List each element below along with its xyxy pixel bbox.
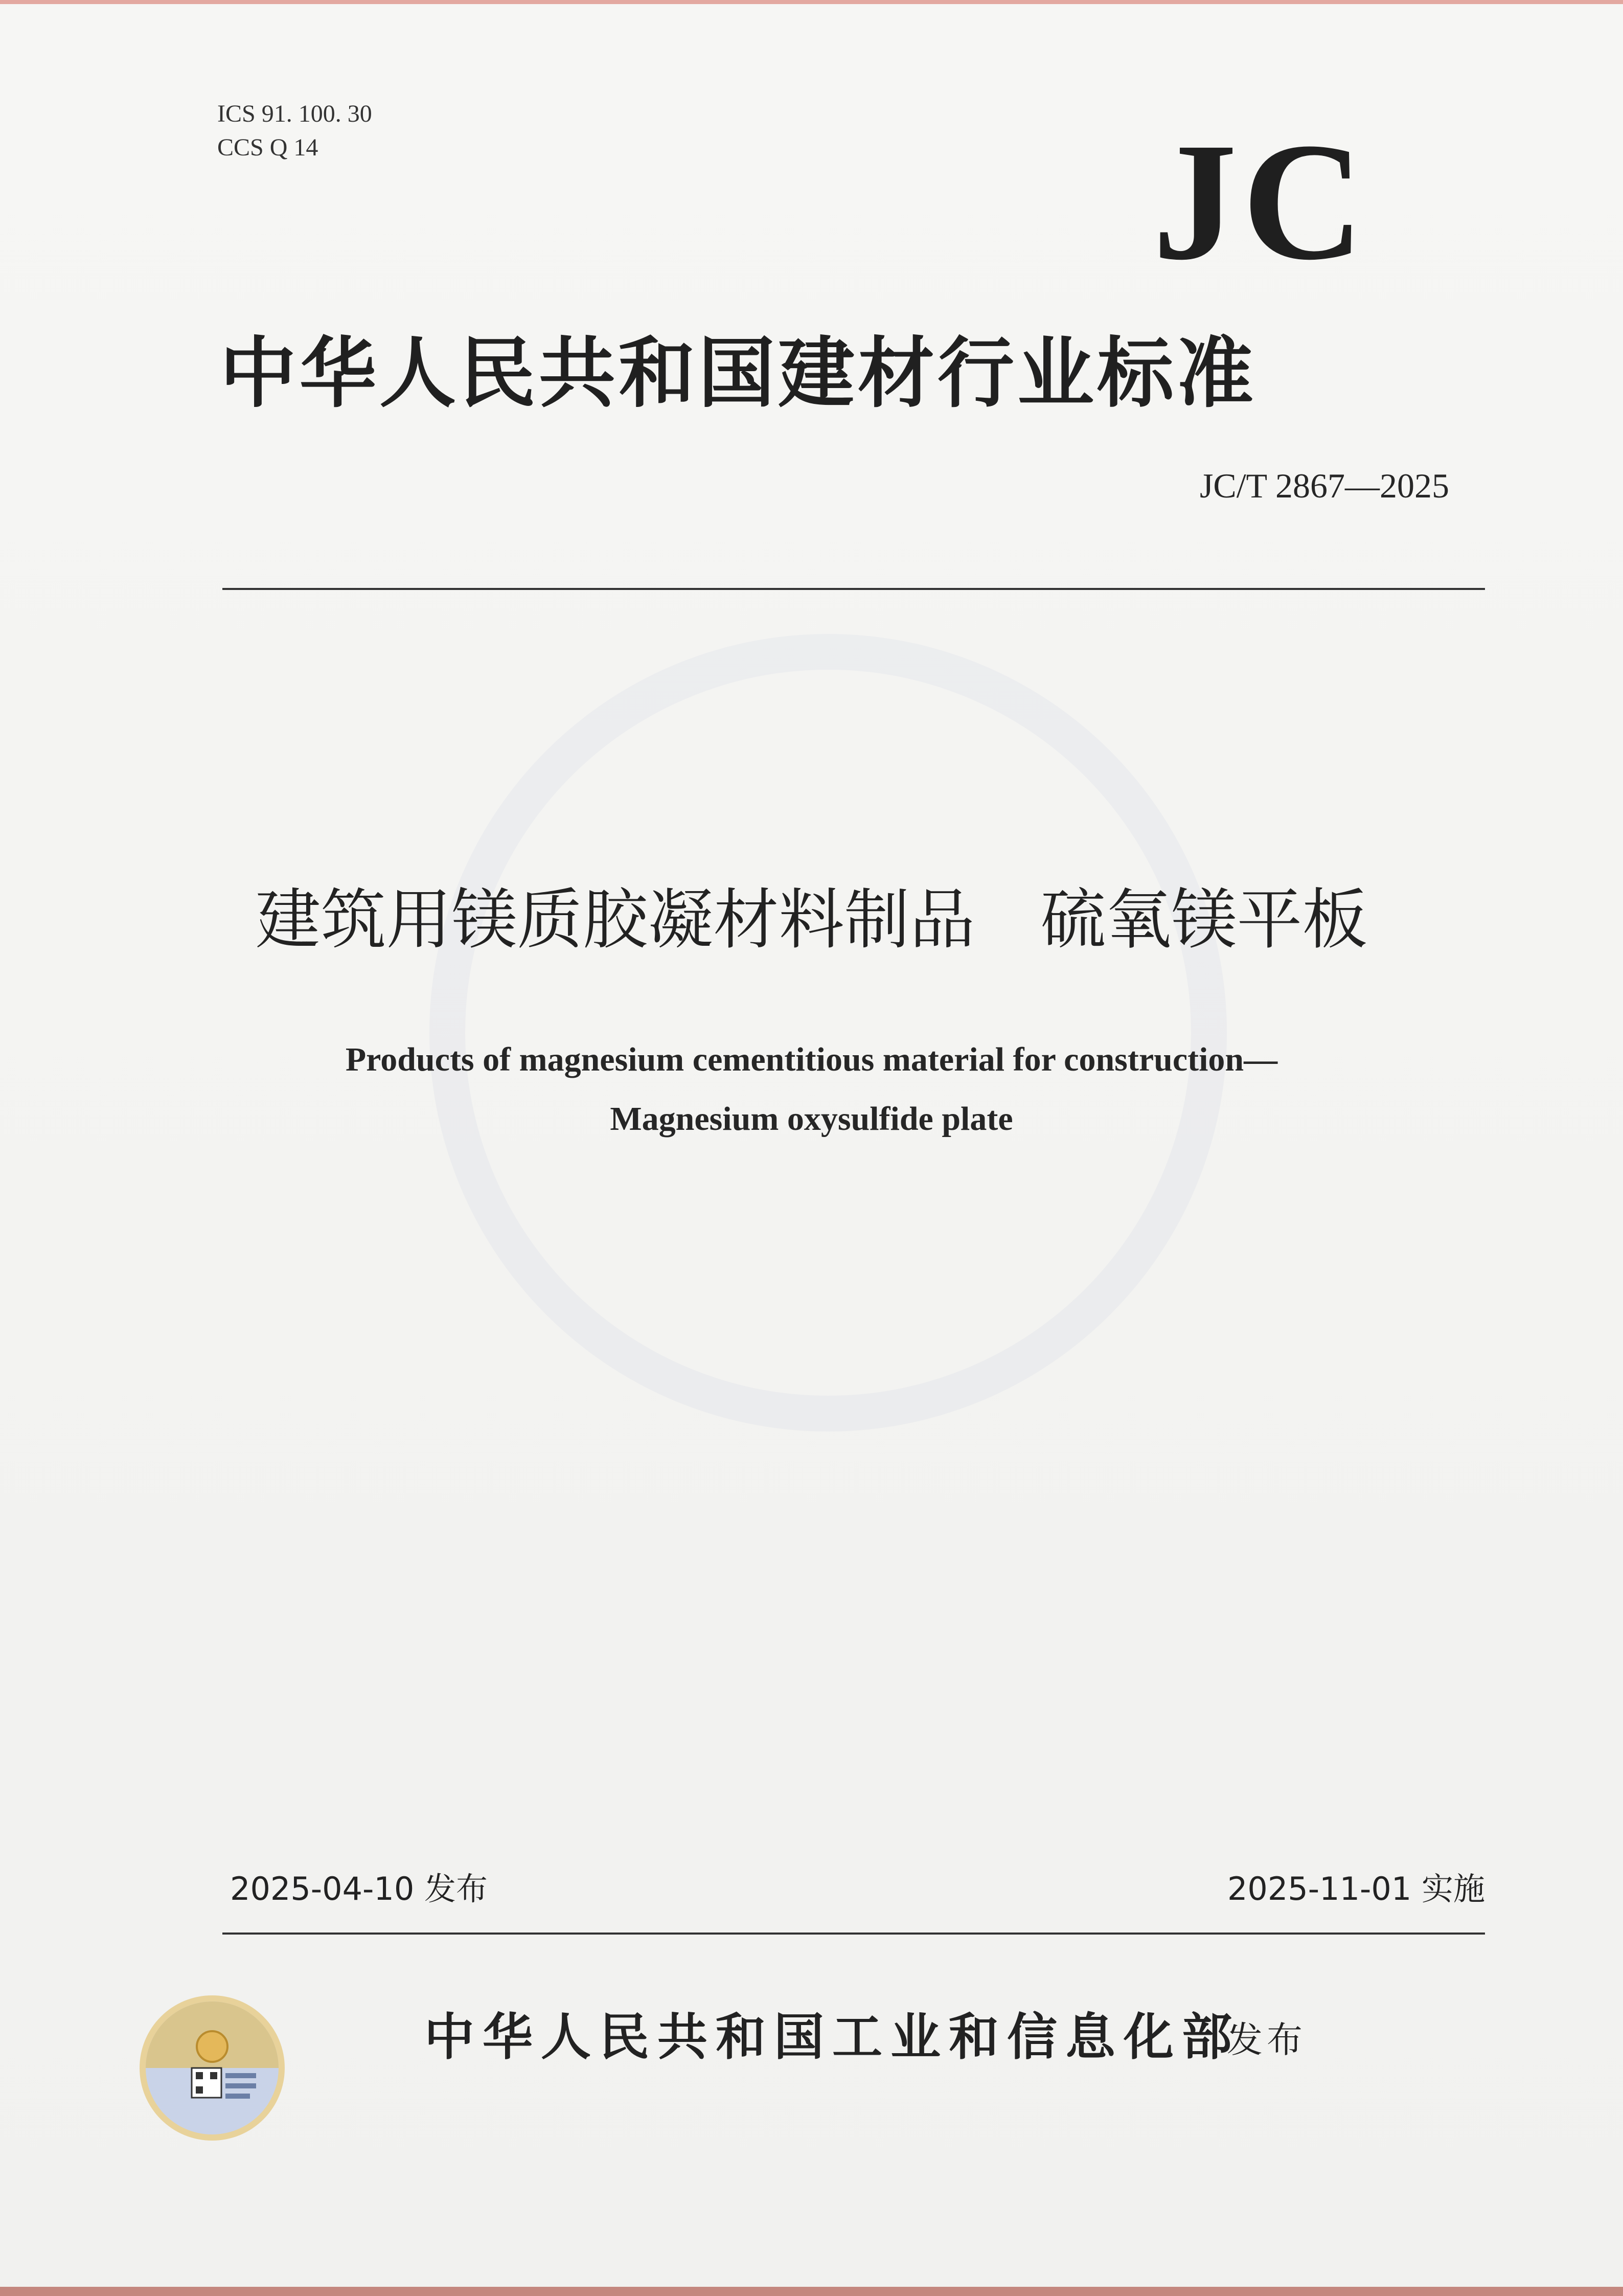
sticker-text-bar <box>225 2094 250 2099</box>
ics-code: ICS 91. 100. 30 <box>217 100 372 127</box>
page-bottom-edge <box>0 2287 1623 2296</box>
qr-code-marker <box>210 2072 217 2079</box>
issue-date: 2025-04-10 发布 <box>230 1870 488 1907</box>
standard-number: JC/T 2867—2025 <box>1199 466 1449 505</box>
classification-codes <box>217 97 372 165</box>
publish-label: 发布 <box>1227 2019 1307 2061</box>
publisher-name: 中华人民共和国工业和信息化部 <box>424 2008 1241 2066</box>
qr-code-marker <box>196 2072 203 2079</box>
jc-logo: JC <box>1153 108 1369 295</box>
implementation-date: 2025-11-01 实施 <box>1227 1870 1485 1907</box>
english-title-line-1: Products of magnesium cementitious material for construction— <box>345 1041 1278 1078</box>
top-divider <box>222 588 1485 590</box>
sticker-graphic <box>135 1991 289 2145</box>
qr-code-marker <box>196 2086 203 2094</box>
ccs-code: CCS Q 14 <box>217 134 318 161</box>
sticker-text-bar <box>225 2083 256 2088</box>
document-title-chinese: 建筑用镁质胶凝材料制品 硫氧镁平板 <box>255 882 1368 958</box>
bottom-divider <box>222 1933 1485 1935</box>
sticker-emblem <box>197 2031 227 2062</box>
anti-counterfeit-sticker <box>135 1991 289 2145</box>
english-title-line-2: Magnesium oxysulfide plate <box>610 1100 1013 1138</box>
page-top-edge <box>0 0 1623 4</box>
sticker-text-bar <box>225 2073 256 2078</box>
standard-category-title: 中华人民共和国建材行业标准 <box>220 328 1257 418</box>
document-title-english <box>0 1030 1623 1149</box>
